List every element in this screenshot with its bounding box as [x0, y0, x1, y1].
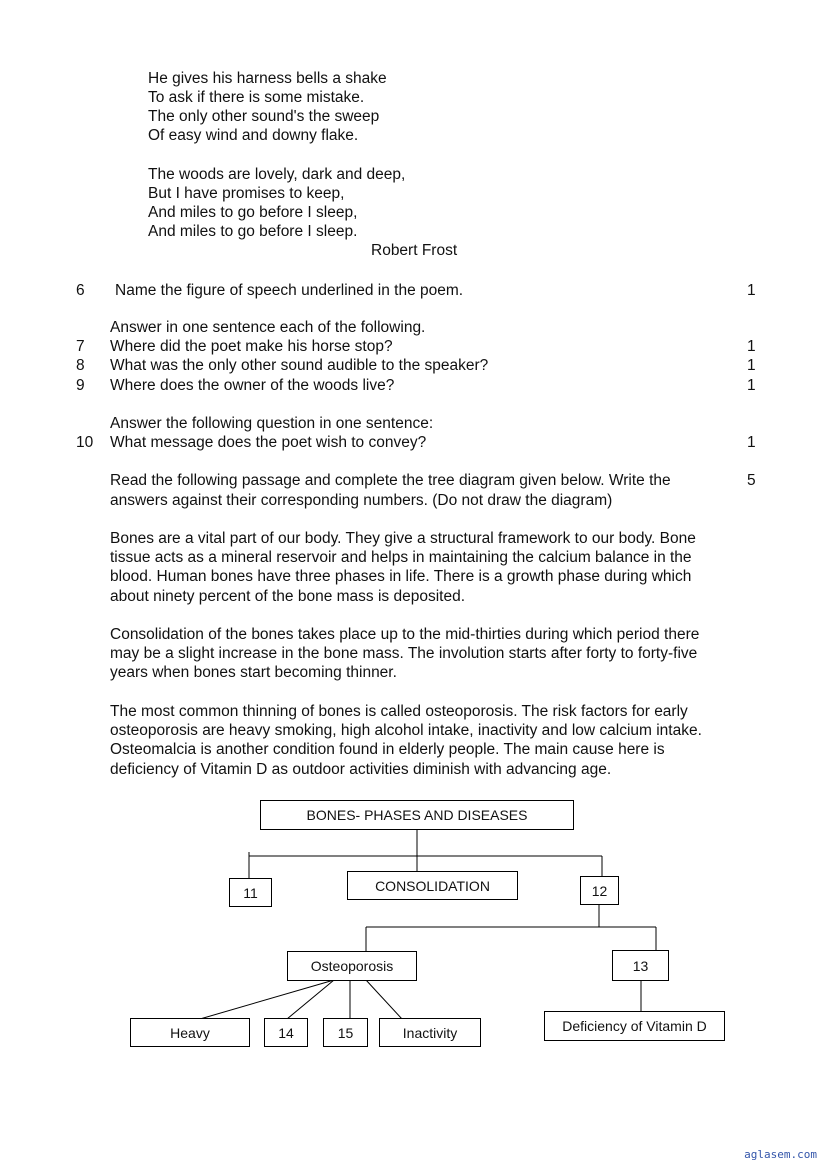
diagram-heavy-box: Heavy: [130, 1018, 250, 1047]
poem-line: And miles to go before I sleep,: [148, 204, 358, 221]
diagram-inactivity-box: Inactivity: [379, 1018, 481, 1047]
diagram-deficiency-box: Deficiency of Vitamin D: [544, 1011, 725, 1041]
question-number: 6: [76, 282, 85, 299]
passage-paragraph: Bones are a vital part of our body. They give a structural framework to our body. Bone tissue acts as a mineral reservoir and helps in maintaining the calcium balance in the blood. Human bones have three phases in life. There is a growth phase during which about ninety percent of the bone mass is deposited.: [110, 530, 696, 605]
poem-line: But I have promises to keep,: [148, 185, 345, 202]
poem-line: And miles to go before I sleep.: [148, 223, 358, 240]
question-marks: 1: [747, 357, 756, 374]
diagram-root-box: BONES- PHASES AND DISEASES: [260, 800, 574, 830]
diagram-blank-13: 13: [612, 950, 669, 981]
question-marks: 1: [747, 282, 756, 299]
question-marks: 5: [747, 472, 756, 489]
task-instruction: Read the following passage and complete the tree diagram given below. Write the: [110, 472, 671, 489]
diagram-consolidation-box: CONSOLIDATION: [347, 871, 518, 900]
question-marks: 1: [747, 434, 756, 451]
question-number: 9: [76, 377, 85, 394]
question-text: Where did the poet make his horse stop?: [110, 338, 393, 355]
poem-line: To ask if there is some mistake.: [148, 89, 365, 106]
question-marks: 1: [747, 338, 756, 355]
question-number: 8: [76, 357, 85, 374]
footer-watermark: aglasem.com: [744, 1148, 817, 1161]
question-text: Where does the owner of the woods live?: [110, 377, 395, 394]
question-text: What message does the poet wish to convey?: [110, 434, 427, 451]
diagram-blank-14: 14: [264, 1018, 308, 1047]
diagram-blank-15: 15: [323, 1018, 368, 1047]
poem-line: The only other sound's the sweep: [148, 108, 380, 125]
section-instruction: Answer in one sentence each of the following.: [110, 319, 426, 336]
diagram-osteoporosis-box: Osteoporosis: [287, 951, 417, 981]
passage-paragraph: The most common thinning of bones is called osteoporosis. The risk factors for early osteoporosis are heavy smoking, high alcohol intake, inactivity and low calcium intake. Osteomalcia is another condition found in elderly people. The main cause here is deficiency of Vitamin D as outdoor activities diminish with advancing age.: [110, 703, 702, 778]
question-number: 10: [76, 434, 94, 451]
poem-line: He gives his harness bells a shake: [148, 70, 387, 87]
question-text: What was the only other sound audible to the speaker?: [110, 357, 489, 374]
poem-author: Robert Frost: [371, 242, 458, 259]
question-text: Name the figure of speech underlined in the poem.: [115, 282, 464, 299]
question-marks: 1: [747, 377, 756, 394]
diagram-blank-11: 11: [229, 878, 272, 907]
poem-line: Of easy wind and downy flake.: [148, 127, 359, 144]
task-instruction: answers against their corresponding numbers. (Do not draw the diagram): [110, 492, 613, 509]
passage-paragraph: Consolidation of the bones takes place up to the mid-thirties during which period there may be a slight increase in the bone mass. The involution starts after forty to forty-five years when bones start becoming thinner.: [110, 626, 700, 682]
question-number: 7: [76, 338, 85, 355]
section-instruction: Answer the following question in one sentence:: [110, 415, 434, 432]
diagram-blank-12: 12: [580, 876, 619, 905]
poem-line: The woods are lovely, dark and deep,: [148, 166, 406, 183]
